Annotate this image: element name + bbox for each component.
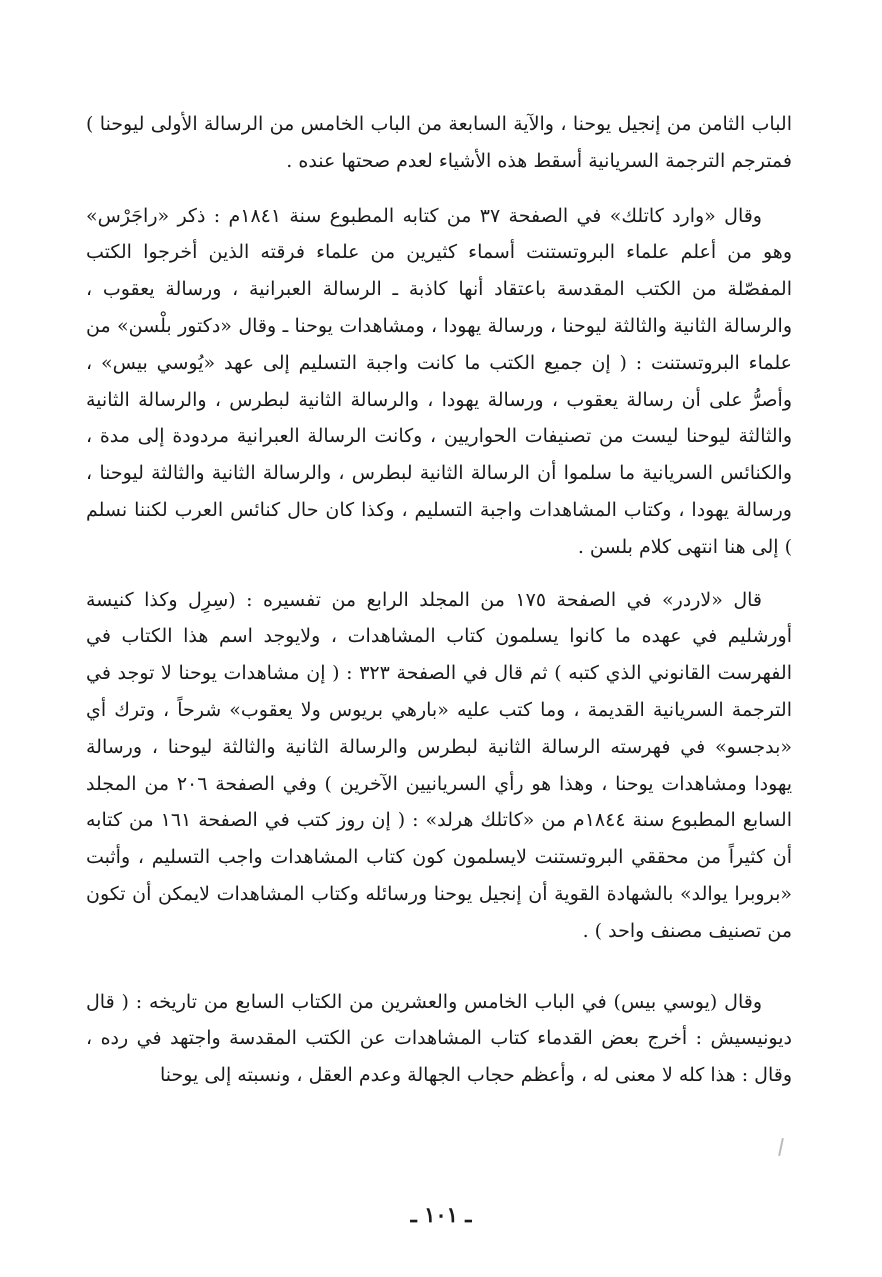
paragraph-3: قال «لاردر» في الصفحة ١٧٥ من المجلد الرابع من تفسيره : (سِرِل وكذا كنيسة أورشليم في عهده ما كانوا يسلمون كتاب المشاهدات ، ولايوجد اسم هذا الكتاب في الفهرست القانوني الذي كتبه ) ثم قال في الصفحة ٣٢٣ : ( إن مشاهدات يوحنا لا توجد في الترجمة السريانية القديمة ، وما كتب عليه «بارهي بريوس ولا يعقوب» شرحاً ، وترك أي «بدجسو» في فهرسته الرسالة الثانية لبطرس والرسالة الثانية والثالثة ليوحنا ، ورسالة يهودا ومشاهدات يوحنا ، وهذا هو رأي السريانيين الآخرين ) وفي الصفحة ٢٠٦ من المجلد السابع المطبوع سنة ١٨٤٤م من «كاتلك هرلد» : ( إن روز كتب في الصفحة ١٦١ من كتابه أن كثيراً من محققي البروتستنت لايسلمون كون كتاب المشاهدات واجب التسليم ، وأثبت «بروبرا يوالد» بالشهادة القوية أن إنجيل يوحنا ورسائله وكتاب المشاهدات لايمكن أن تكون من تصنيف مصنف واحد ) . [86,588,792,942]
paragraph-1: الباب الثامن من إنجيل يوحنا ، والآية السابعة من الباب الخامس من الرسالة الأولى ليوحنا ) فمترجم الترجمة السريانية أسقط هذه الأشياء لعدم صحتها عنده . [86,113,792,172]
body-text [86,106,792,1094]
paragraph-4: وقال (يوسي بيس) في الباب الخامس والعشرين من الكتاب السابع من تاريخه : ( قال ديونيسيش : أخرج بعض القدماء كتاب المشاهدات عن الكتب المقدسة واجتهد في رده ، وقال : هذا كله لا معنى له ، وأعظم حجاب الجهالة وعدم العقل ، ونسبته إلى يوحنا [86,990,792,1087]
paragraph-2: وقال «وارد كاتلك» في الصفحة ٣٧ من كتابه المطبوع سنة ١٨٤١م : ذكر «راجَرْس» وهو من أعلم علماء البروتستنت أسماء كثيرين من علماء فرقته الذين أخرجوا الكتب المفصّلة من الكتب المقدسة باعتقاد أنها كاذبة ـ الرسالة العبرانية ، ورسالة يعقوب ، والرسالة الثانية والثالثة ليوحنا ، ورسالة يهودا ، ومشاهدات يوحنا ـ وقال «دكتور بلْسن» من علماء البروتستنت : ( إن جميع الكتب ما كانت واجبة التسليم إلى عهد «يُوسي بيس» ، وأصرُّ على أن رسالة يعقوب ، ورسالة يهودا ، والرسالة الثانية لبطرس ، والرسالة الثانية والثالثة ليوحنا ليست من تصنيفات الحواريين ، وكانت الرسالة العبرانية مردودة إلى مدة ، والكنائس السريانية ما سلموا أن الرسالة الثانية لبطرس ، والرسالة الثانية والثالثة ليوحنا ، ورسالة يهودا ، وكتاب المشاهدات واجبة التسليم ، وكذا كان حال كنائس العرب لكننا نسلم ) إلى هنا انتهى كلام بلسن . [86,204,792,558]
page-number: ـ ١٠١ ـ [410,1202,472,1227]
margin-mark [778,1138,784,1156]
